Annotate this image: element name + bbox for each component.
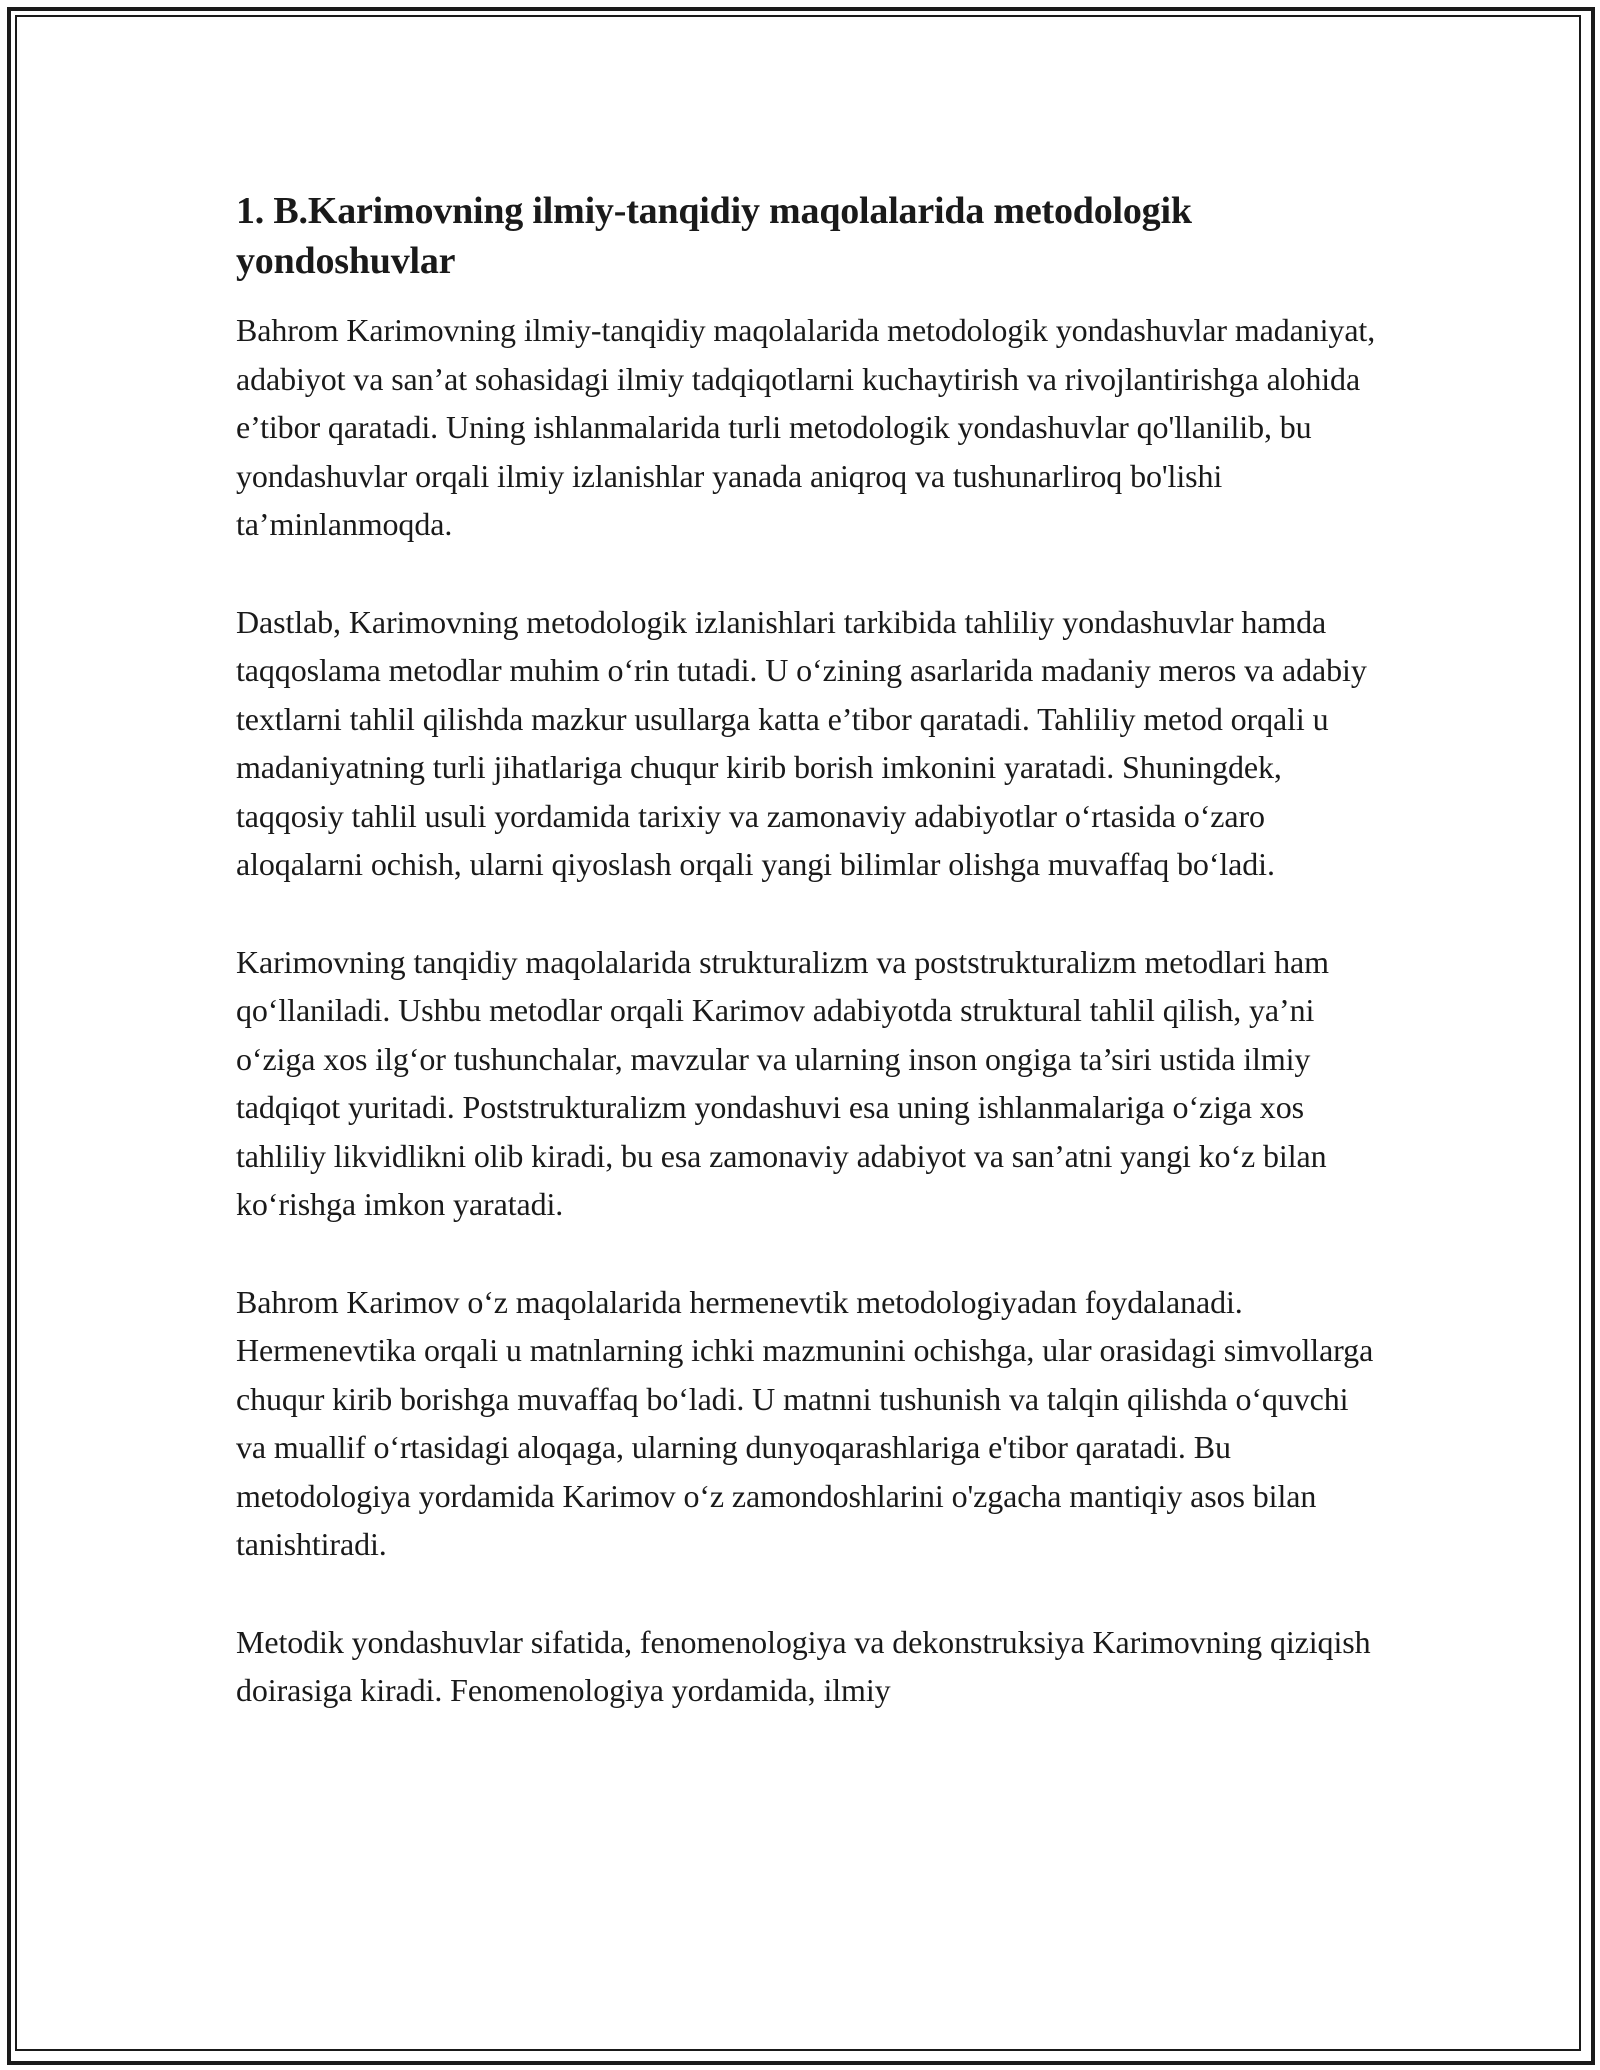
- section-heading: 1. B.Karimovning ilmiy-tanqidiy maqolalarida metodologik yondoshuvlar: [236, 190, 1192, 282]
- paragraph-2: Dastlab, Karimovning metodologik izlanishlari tarkibida tahliliy yondashuvlar hamda taqqoslama metodlar muhim o‘rin tutadi. U o‘zining asarlarida madaniy meros va adabiy textlarni tahlil qilishda mazkur usullarga katta e’tibor qaratadi. Tahliliy metod orqali u madaniyatning turli jihatlariga chuqur kirib borish imkonini yaratadi. Shuningdek, taqqosiy tahlil usuli yordamida tarixiy va zamonaviy adabiyotlar o‘rtasida o‘zaro aloqalarni ochish, ularni qiyoslash orqali yangi bilimlar olishga muvaffaq bo‘ladi.: [236, 603, 1367, 882]
- paragraph-4: Bahrom Karimov o‘z maqolalarida hermenevtik metodologiyadan foydalanadi. Hermenevtika orqali u matnlarning ichki mazmunini ochishga, ular orasidagi simvollarga chuqur kirib borishga muvaffaq bo‘ladi. U matnni tushunish va talqin qilishda o‘quvchi va muallif o‘rtasidagi aloqaga, ularning dunyoqarashlariga e'tibor qaratadi. Bu metodologiya yordamida Karimov o‘z zamondoshlarini o'zgacha mantiqiy asos bilan tanishtiradi.: [236, 1283, 1374, 1562]
- paragraph-1: Bahrom Karimovning ilmiy-tanqidiy maqolalarida metodologik yondashuvlar madaniyat, adabiyot va san’at sohasidagi ilmiy tadqiqotlarni kuchaytirish va rivojlantirishga alohida e’tibor qaratadi. Uning ishlanmalarida turli metodologik yondashuvlar qo'llanilib, bu yondashuvlar orqali ilmiy izlanishlar yanada aniqroq va tushunarliroq bo'lishi ta’minlanmoqda.: [236, 312, 1376, 542]
- paragraph-3: Karimovning tanqidiy maqolalarida strukturalizm va poststrukturalizm metodlari ham qo‘llaniladi. Ushbu metodlar orqali Karimov adabiyotda struktural tahlil qilish, ya’ni o‘ziga xos ilg‘or tushunchalar, mavzular va ularning inson ongiga ta’siri ustida ilmiy tadqiqot yuritadi. Poststrukturalizm yondashuvi esa uning ishlanmalariga o‘ziga xos tahliliy likvidlikni olib kiradi, bu esa zamonaviy adabiyot va san’atni yangi ko‘z bilan ko‘rishga imkon yaratadi.: [236, 943, 1329, 1222]
- document-body: [236, 186, 1376, 1764]
- paragraph-5: Metodik yondashuvlar sifatida, fenomenologiya va dekonstruksiya Karimovning qiziqish doirasiga kiradi. Fenomenologiya yordamida, ilmiy: [236, 1623, 1371, 1708]
